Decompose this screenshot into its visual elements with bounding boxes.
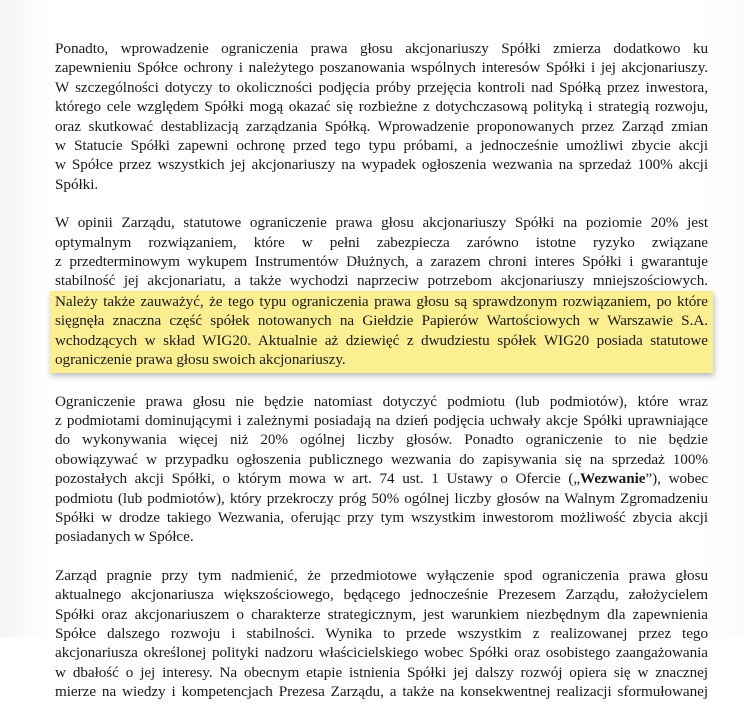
text-line: stabilność jej akcjonariatu, a także wychodzi naprzeciw potrzebom akcjonariuszy mniejszościowych.: [55, 272, 708, 290]
text-line: Spółki.: [55, 175, 99, 193]
text-line: w Statucie Spółki zapewni ochronę przed tego typu próbami, a jednocześnie umożliwi zbycie akcji: [55, 137, 708, 155]
highlighted-passage: [50, 291, 713, 373]
text-line: mierze na wiedzy i kompetencjach Prezesa Zarządu, a także na konsekwentnej realizacji sformułowanej: [55, 683, 708, 701]
paragraph-voting-limit-purpose: [55, 39, 708, 194]
text-line: Spółki w drodze takiego Wezwania, oferując przy tym wszystkim inwestorom możliwość zbycia akcji: [55, 508, 708, 526]
text-line: aktualnego akcjonariusza większościowego, będącego jednocześnie Prezesem Zarządu, założycielem: [55, 586, 708, 604]
text-line: w Spółce przez wszystkich jej akcjonariuszy na wypadek ogłoszenia wezwania na sprzedaż 100% akcji: [55, 156, 708, 174]
text-line: posiadanych w Spółce.: [55, 528, 194, 546]
text-line: z przedterminowym wykupem Instrumentów Dłużnych, a zarazem chroni interes Spółki i gwarantuje: [55, 253, 708, 271]
text-line: W opinii Zarządu, statutowe ograniczenie prawa głosu akcjonariuszy Spółki na poziomie 20% jest: [55, 214, 708, 232]
text-line: Ponadto, wprowadzenie ograniczenia prawa głosu akcjonariuszy Spółki zmierza dodatkowo ku: [55, 40, 708, 57]
paragraph-board-opinion: [55, 213, 708, 372]
document-page: [55, 39, 708, 721]
text-line: z podmiotami dominującymi i zależnymi posiadają na dzień podjęcia uchwały akcje Spółki uprawniające: [55, 411, 708, 429]
text-line: Spółce dalszego rozwoju i stabilności. Wynika to przede wszystkim z realizowanej przez tego: [55, 624, 708, 642]
text-line: podmiotu (lub podmiotów), który przekroczy próg 50% ogólnej liczby głosów na Walnym Zgromadzeniu: [55, 489, 708, 507]
text-line: zapewnieniu Spółce ochrony i należytego poszanowania wspólnych interesów Spółki i jej akcjonariuszy.: [55, 59, 708, 77]
highlighted-text-line: wchodzących w skład WIG20. Aktualnie aż dziewięć z dwudziestu spółek WIG20 posiada statutowe: [55, 331, 708, 349]
text-fragment: ”), wobec: [645, 470, 708, 488]
paragraph-majority-shareholder: [55, 566, 708, 702]
text-line: którego cele względem Spółki mogą okazać się rozbieżne z dotychczasową polityką i strategią rozwoju,: [55, 98, 708, 116]
defined-term: Wezwanie: [580, 470, 646, 488]
text-line: Spółki oraz akcjonariuszem o charakterze strategicznym, jest warunkiem niezbędnym dla zapewnienia: [55, 605, 708, 623]
text-line: Zarząd pragnie przy tym nadmienić, że przedmiotowe wyłączenie spod ograniczenia prawa głosu: [55, 566, 708, 584]
paragraph-limit-exemption: [55, 392, 708, 547]
text-line: akcjonariusza określonej polityki nadzoru właścicielskiego wobec Spółki oraz osobistego zaangażowania: [55, 644, 708, 662]
text-line: W szczególności dotyczy to okoliczności podjęcia próby przejęcia kontroli nad Spółką przez inwestora,: [55, 78, 708, 96]
text-line: optymalnym rozwiązaniem, które w pełni zabezpiecza zarówno istotne ryzyko związane: [55, 233, 708, 251]
text-line: w dbałość o jej interesy. Na obecnym etapie istnienia Spółki jej dalszy rozwój opiera się w znacznej: [55, 663, 708, 681]
text-fragment: pozostałych akcji Spółki, o którym mowa w art. 74 ust. 1 Ustawy o Ofercie („: [55, 470, 581, 488]
highlighted-text-line: sięgnęła znaczna część spółek notowanych na Giełdzie Papierów Wartościowych w Warszawie S.A.: [55, 312, 708, 330]
highlighted-text-line: Należy także zauważyć, że tego typu ograniczenia prawa głosu są sprawdzonym rozwiązaniem, po które: [55, 292, 708, 310]
text-line: oraz skutkować destablizacją zarządzania Spółką. Wprowadzenie proponowanych przez Zarząd zmian: [55, 117, 708, 135]
text-line-with-defined-term: [55, 469, 708, 488]
highlighted-text-line: ograniczenie prawa głosu swoich akcjonariuszy.: [55, 351, 346, 369]
text-line: obowiązywać w przypadku ogłoszenia publicznego wezwania do zapisywania się na sprzedaż 100%: [55, 450, 708, 468]
text-line: do wykonywania więcej niż 20% ogólnej liczby głosów. Ponadto ograniczenie to nie będzie: [55, 431, 708, 449]
text-line: Ograniczenie prawa głosu nie będzie natomiast dotyczyć podmiotu (lub podmiotów), które wraz: [55, 392, 708, 410]
